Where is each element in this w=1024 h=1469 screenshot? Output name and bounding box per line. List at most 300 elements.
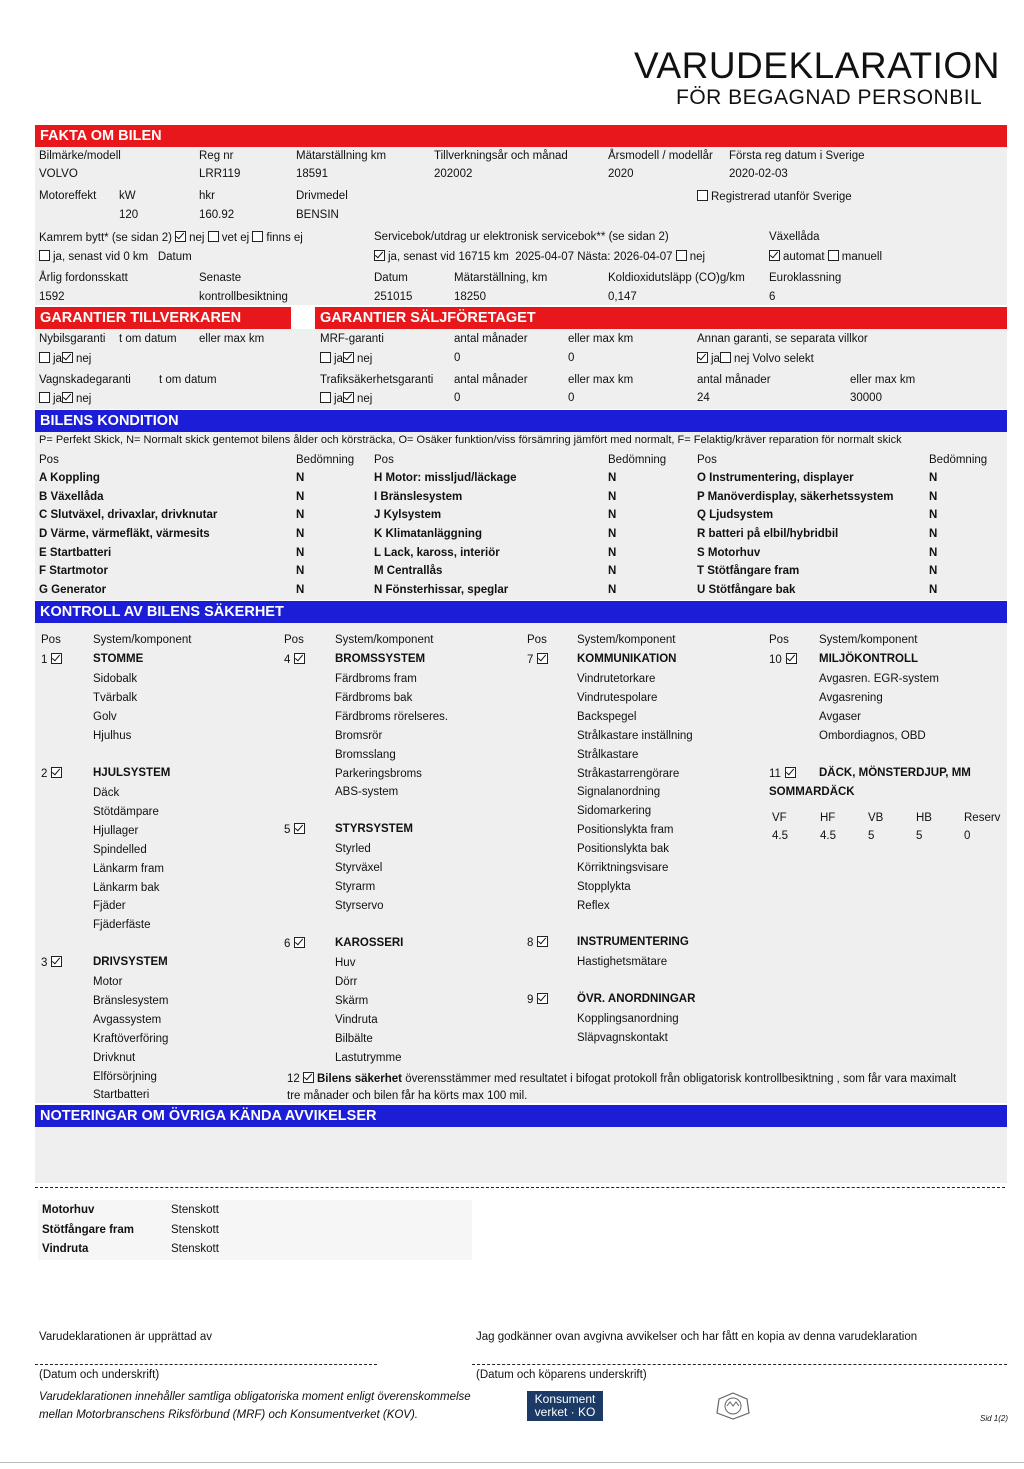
checkbox-icon[interactable] (39, 250, 50, 261)
safety-item: Fjäder (93, 900, 126, 913)
nej-label: nej (75, 393, 92, 405)
datum-kopare-label: (Datum och köparens underskrift) (476, 1369, 647, 1381)
safety-group-pos (41, 956, 65, 969)
kw-label: kW (119, 190, 136, 202)
checkbox-icon[interactable] (39, 392, 50, 403)
nybil-max-label: eller max km (199, 333, 265, 345)
tire-depth: 4.5 (772, 830, 788, 842)
document-title: VARUDEKLARATION (634, 45, 1000, 86)
tire-position: VB (868, 812, 884, 824)
co-label: Koldioxidutsläpp (CO)g/km (608, 272, 745, 284)
vagn-janej (39, 392, 91, 405)
safety-group-title: HJULSYSTEM (93, 767, 171, 779)
kamrem-ja: ja, senast vid 0 km (53, 251, 149, 263)
safety-item: Styrväxel (335, 861, 383, 874)
pos-number: 10 (769, 654, 782, 666)
service-nasta: Nästa: 2026-04-07 (577, 251, 673, 263)
kondition-rating: N (608, 509, 617, 521)
kondition-item: O Instrumentering, displayer (697, 472, 854, 484)
skatt-label: Årlig fordonsskatt (39, 272, 128, 284)
kondition-item: G Generator (39, 584, 107, 596)
kond-pos-label-1: Pos (39, 454, 59, 466)
kamrem-ja-row (39, 250, 192, 263)
safety-group-title: INSTRUMENTERING (577, 936, 689, 948)
safety-group-pos (41, 767, 65, 780)
tire-depth: 5 (868, 830, 875, 842)
safety-item: Tvärbalk (93, 691, 138, 704)
kondition-rating: N (608, 565, 617, 577)
kondition-item: M Centrallås (374, 565, 443, 577)
vaxellada-automat: automat (783, 251, 825, 263)
checked-icon[interactable] (62, 392, 73, 403)
kondition-item: K Klimatanläggning (374, 528, 482, 540)
checkbox-icon[interactable] (252, 231, 263, 242)
safety-item: Sidomarkering (577, 805, 652, 818)
kondition-rating: N (296, 547, 305, 559)
pos-number: 5 (284, 824, 291, 836)
vagn-label: Vagnskadegaranti (39, 374, 131, 386)
safety-item: Elförsörjning (93, 1070, 157, 1083)
safety-item: Sidobalk (93, 673, 138, 685)
kondition-rating: N (929, 528, 938, 540)
kondition-item: L Lack, kaross, interiör (374, 547, 500, 559)
safety-item: Avgassystem (93, 1013, 162, 1026)
checked-icon[interactable] (294, 937, 305, 948)
pos-label: Pos (41, 634, 61, 646)
safety-item: Släpvagnskontakt (577, 1031, 668, 1044)
kamrem-datum: Datum (157, 251, 192, 263)
annan-max-label: eller max km (850, 374, 916, 386)
checked-icon[interactable] (51, 767, 62, 778)
kondition-item: D Värme, värmefläkt, värmesits (39, 528, 210, 540)
tire-season: SOMMARDÄCK (769, 786, 855, 798)
pos-label: Pos (284, 634, 304, 646)
safety-item: Motor (93, 976, 123, 988)
matar2-label: Mätarställning, km (454, 272, 548, 284)
motoreffekt-label: Motoreffekt (39, 190, 97, 202)
kond-pos-label-3: Pos (697, 454, 717, 466)
forsta-value: 2020-02-03 (729, 168, 788, 180)
section-header-fakta: FAKTA OM BILEN (35, 125, 1007, 147)
nybil-janej (39, 352, 91, 365)
bilmarke-value: VOLVO (39, 168, 78, 180)
kondition-rating: N (929, 584, 938, 596)
trafik-antal: 0 (454, 392, 461, 404)
page-number: Sid 1(2) (980, 1414, 1009, 1423)
checkbox-icon[interactable] (39, 352, 50, 363)
trafik-max: 0 (568, 392, 575, 404)
document-subtitle: FÖR BEGAGNAD PERSONBIL (676, 86, 983, 109)
annan-label: Annan garanti, se separata villkor (697, 333, 868, 345)
safety-item: Hjulhus (93, 729, 132, 742)
checked-icon[interactable] (374, 250, 385, 261)
checkbox-icon[interactable] (676, 250, 687, 261)
annan-max: 30000 (850, 392, 882, 404)
checkbox-icon[interactable] (720, 352, 731, 363)
datum-label: Datum (374, 272, 408, 284)
safety-item: Däck (93, 787, 120, 799)
mrf-janej (320, 352, 372, 365)
arsmodell-value: 2020 (608, 168, 634, 180)
g12-text: överensstämmer med resultatet i bifogat protokoll från obligatorisk kontrollbesiktning , som får vara maximalt (405, 1073, 957, 1085)
section-header-kondition: BILENS KONDITION (35, 410, 1007, 432)
checked-icon[interactable] (786, 653, 797, 664)
kond-bed-label-2: Bedömning (608, 454, 667, 466)
kondition-item: U Stötfångare bak (697, 584, 796, 596)
safety-item: Fjäderfäste (93, 919, 151, 932)
arsmodell-label: Årsmodell / modellår (608, 150, 713, 162)
kondition-rating: N (929, 547, 938, 559)
mrf-max: 0 (568, 352, 575, 364)
tire-position: Reserv (964, 812, 1001, 824)
kov-line-2: verket · KO (534, 1405, 596, 1419)
safety-item: ABS-system (335, 786, 399, 799)
kondition-item: B Växellåda (39, 491, 104, 503)
datum-value: 251015 (374, 291, 413, 303)
vaxellada-row (769, 250, 882, 263)
kondition-item: Q Ljudsystem (697, 509, 774, 521)
kw-value: 120 (119, 209, 139, 221)
tire-depth: 0 (964, 830, 971, 842)
checked-icon[interactable] (537, 653, 548, 664)
safety-group-pos (41, 653, 65, 666)
safety-item: Lastutrymme (335, 1051, 402, 1064)
safety-group-title: MILJÖKONTROLL (819, 653, 919, 665)
nej-label: nej (356, 393, 373, 405)
konsumentverket-logo (527, 1391, 603, 1421)
forsta-label: Första reg datum i Sverige (729, 150, 865, 162)
pos-number: 8 (527, 937, 534, 949)
checked-icon[interactable] (697, 352, 708, 363)
safety-item: Körriktningsvisare (577, 862, 669, 874)
pos-number: 3 (41, 957, 48, 969)
kondition-rating: N (296, 491, 305, 503)
nybil-tom-label: t om datum (119, 333, 177, 345)
tire-depth: 5 (916, 830, 923, 842)
kondition-item: H Motor: missljud/läckage (374, 472, 517, 484)
notering-issue: Stenskott (171, 1204, 219, 1216)
checked-icon[interactable] (51, 653, 62, 664)
regnr-label: Reg nr (199, 150, 234, 162)
kondition-item: P Manöverdisplay, säkerhetssystem (697, 491, 894, 503)
safety-group-pos (527, 993, 551, 1006)
safety-item: Parkeringsbroms (335, 767, 422, 780)
godkanner-label: Jag godkänner ovan avgivna avvikelser och har fått en kopia av denna varudeklaration (476, 1331, 918, 1343)
datum-under-label: (Datum och underskrift) (39, 1369, 160, 1381)
tire-position: HF (820, 812, 836, 824)
signature-line-seller[interactable] (35, 1364, 377, 1365)
checked-icon[interactable] (303, 1072, 314, 1083)
checkbox-icon[interactable] (828, 250, 839, 261)
safety-item: Avgasrening (819, 691, 883, 704)
safety-item: Strålkastare (577, 748, 639, 761)
safety-item: Kopplingsanordning (577, 1013, 679, 1025)
euro-label: Euroklassning (769, 272, 842, 284)
pos-number: 6 (284, 938, 291, 950)
checked-icon[interactable] (62, 352, 73, 363)
system-label: System/komponent (819, 634, 918, 646)
kondition-item: E Startbatteri (39, 547, 112, 559)
footer-note-2: mellan Motorbranschens Riksförbund (MRF) och Konsumentverket (KOV). (39, 1409, 419, 1421)
co-value: 0,147 (608, 291, 637, 303)
safety-group-title: BROMSSYSTEM (335, 653, 426, 665)
safety-group-title: DÄCK, MÖNSTERDJUP, MM (819, 767, 971, 779)
kondition-item: C Slutväxel, drivaxlar, drivknutar (39, 509, 218, 521)
kamrem-vet: vet ej (221, 232, 250, 244)
safety-item: Styrservo (335, 899, 384, 912)
checked-icon[interactable] (51, 956, 62, 967)
safety-group-pos (284, 823, 308, 836)
kondition-item: I Bränslesystem (374, 491, 463, 503)
section-header-garantier-saljforetaget: GARANTIER SÄLJFÖRETAGET (315, 307, 1007, 329)
checked-icon[interactable] (294, 823, 305, 834)
safety-item: Startbatteri (93, 1089, 150, 1102)
ja-label: ja (334, 393, 343, 405)
matar-label: Mätarställning km (296, 150, 387, 162)
checkbox-icon[interactable] (320, 352, 331, 363)
pos-label: Pos (527, 634, 547, 646)
kondition-item: A Koppling (39, 472, 100, 484)
checked-icon[interactable] (537, 993, 548, 1004)
pos-number: 4 (284, 654, 291, 666)
annan-text: nej Volvo selekt (733, 353, 814, 365)
kond-bed-label-1: Bedömning (296, 454, 355, 466)
pos-number: 9 (527, 994, 534, 1006)
ja-label: ja (334, 353, 343, 365)
kondition-rating: N (608, 584, 617, 596)
kond-bed-label-3: Bedömning (929, 454, 988, 466)
pos-number: 7 (527, 654, 534, 666)
annan-janej (697, 352, 814, 365)
checkbox-icon[interactable] (697, 190, 708, 201)
nybil-label: Nybilsgaranti (39, 333, 106, 345)
kamrem-row (39, 231, 303, 244)
matar-value: 18591 (296, 168, 328, 180)
trafik-antal-label: antal månader (454, 374, 528, 386)
safety-group-title: KOMMUNIKATION (577, 653, 677, 665)
upprattad-label: Varudeklarationen är upprättad av (39, 1331, 213, 1343)
matar2-value: 18250 (454, 291, 486, 303)
mrf-label: MRF-garanti (320, 333, 384, 345)
safety-item: Positionslykta fram (577, 824, 674, 837)
pos-number: 11 (769, 768, 781, 780)
safety-item: Stopplykta (577, 880, 631, 893)
safety-item: Positionslykta bak (577, 843, 670, 856)
safety-item: Hastighetsmätare (577, 956, 668, 968)
safety-group-pos (769, 767, 799, 780)
checked-icon[interactable] (294, 653, 305, 664)
pos-number: 12 (287, 1073, 300, 1085)
regnr-value: LRR119 (199, 168, 241, 180)
signature-line-buyer[interactable] (472, 1364, 1007, 1365)
kondition-item: F Startmotor (39, 565, 108, 577)
kov-line-1: Konsument (534, 1392, 596, 1406)
kamrem-nej: nej (189, 232, 205, 244)
mrf-seal-icon (716, 1392, 750, 1420)
checkbox-icon[interactable] (208, 231, 219, 242)
tire-position: HB (916, 812, 932, 824)
mrf-max-label: eller max km (568, 333, 634, 345)
safety-group-pos (527, 936, 551, 949)
safety-item: Ombordiagnos, OBD (819, 729, 926, 742)
safety-item: Vindrutetorkare (577, 673, 656, 685)
section-header-garantier-tillverkaren: GARANTIER TILLVERKAREN (35, 307, 291, 329)
checked-icon[interactable] (343, 392, 354, 403)
notering-issue: Stenskott (171, 1243, 219, 1255)
kondition-rating: N (929, 565, 938, 577)
tire-position: VF (772, 812, 787, 824)
drivmedel-value: BENSIN (296, 209, 339, 221)
nej-label: nej (356, 353, 373, 365)
pos-label: Pos (769, 634, 789, 646)
g12-bold: Bilens säkerhet (317, 1073, 403, 1085)
safety-item: Signalanordning (577, 786, 661, 799)
checkbox-icon[interactable] (320, 392, 331, 403)
kondition-item: J Kylsystem (374, 509, 442, 521)
kondition-rating: N (608, 491, 617, 503)
safety-item: Färdbroms bak (335, 691, 413, 704)
kondition-rating: N (929, 491, 938, 503)
notering-part: Vindruta (42, 1243, 89, 1255)
safety-item: Vindrutespolare (577, 691, 658, 704)
vaxellada-label: Växellåda (769, 231, 820, 243)
safety-item: Länkarm bak (93, 881, 160, 894)
safety-item: Länkarm fram (93, 862, 164, 875)
kondition-rating: N (608, 547, 617, 559)
safety-group-pos (284, 937, 308, 950)
kondition-legend: P= Perfekt Skick, N= Normalt skick gentemot bilens ålder och körsträcka, O= Osäker funktion/viss försämring jämfört med normalt, F= Felaktig/kräver reparation för normalt skick (39, 434, 902, 446)
annan-antal: 24 (697, 392, 710, 404)
kondition-item: R batteri på elbil/hybridbil (697, 528, 839, 540)
senaste-label2: kontrollbesiktning (199, 291, 288, 303)
safety-group-pos (527, 653, 551, 666)
noteringar-panel (35, 1127, 1007, 1183)
safety-item: Bränslesystem (93, 994, 169, 1007)
safety-item: Avgasren. EGR-system (819, 673, 939, 685)
safety-item: Vindruta (335, 1013, 378, 1026)
checked-icon[interactable] (343, 352, 354, 363)
section-header-sakerhet: KONTROLL AV BILENS SÄKERHET (35, 601, 1007, 623)
kondition-rating: N (296, 565, 305, 577)
safety-item: Spindelled (93, 843, 147, 856)
safety-group-title: STYRSYSTEM (335, 823, 413, 835)
safety-item: Huv (335, 957, 356, 969)
service-label: Servicebok/utdrag ur elektronisk servicebok** (se sidan 2) (374, 231, 669, 243)
kondition-rating: N (608, 528, 617, 540)
trafik-label: Trafiksäkerhetsgaranti (320, 374, 434, 386)
safety-item: Hjullager (93, 824, 139, 837)
mrf-antal: 0 (454, 352, 461, 364)
checked-icon[interactable] (769, 250, 780, 261)
safety-item: Dörr (335, 975, 358, 988)
checked-icon[interactable] (537, 936, 548, 947)
safety-item: Reflex (577, 899, 610, 912)
kamrem-finns: finns ej (266, 232, 303, 244)
tire-depth: 4.5 (820, 830, 836, 842)
divider (35, 1187, 1005, 1188)
kamrem-label: Kamrem bytt* (se sidan 2) (39, 232, 172, 244)
safety-item: Bromsslang (335, 748, 396, 761)
safety-group-title: ÖVR. ANORDNINGAR (577, 993, 696, 1005)
kondition-rating: N (929, 509, 938, 521)
tillv-value: 202002 (434, 168, 473, 180)
safety-group-pos (284, 653, 308, 666)
notering-part: Motorhuv (42, 1204, 95, 1216)
vagn-tom-label: t om datum (159, 374, 217, 386)
vaxellada-manuell: manuell (841, 251, 883, 263)
kondition-rating: N (296, 528, 305, 540)
kond-pos-label-2: Pos (374, 454, 394, 466)
ja-label: ja (53, 353, 62, 365)
kondition-item: T Stötfångare fram (697, 565, 800, 577)
safety-item: Backspegel (577, 710, 637, 723)
drivmedel-label: Drivmedel (296, 190, 348, 202)
kondition-rating: N (296, 584, 305, 596)
mrf-antal-label: antal månader (454, 333, 528, 345)
section-header-noteringar: NOTERINGAR OM ÖVRIGA KÄNDA AVVIKELSER (35, 1105, 1007, 1127)
bilmarke-label: Bilmärke/modell (39, 150, 121, 162)
g12-text2: tre månader och bilen får ha körts max 100 mil. (287, 1090, 528, 1102)
kondition-item: S Motorhuv (697, 547, 761, 559)
ja-label: ja (53, 393, 62, 405)
service-row (374, 250, 705, 263)
tillv-label: Tillverkningsår och månad (434, 150, 568, 162)
service-datum: 2025-04-07 (515, 251, 575, 263)
service-ja: ja, senast vid 16715 km (388, 251, 509, 263)
safety-item: Styrarm (335, 880, 376, 893)
safety-group-title: KAROSSERI (335, 937, 404, 949)
notering-issue: Stenskott (171, 1223, 219, 1236)
trafik-max-label: eller max km (568, 374, 634, 386)
trafik-janej (320, 392, 372, 405)
safety-item: Färdbroms rörelseres. (335, 710, 449, 723)
safety-item: Bilbälte (335, 1032, 373, 1045)
annan-antal-label: antal månader (697, 374, 771, 386)
safety-item: Färdbroms fram (335, 673, 417, 685)
kondition-rating: N (929, 472, 938, 484)
checked-icon[interactable] (785, 767, 796, 778)
kondition-rating: N (296, 472, 305, 484)
safety-item: Stråkastarrengörare (577, 767, 680, 780)
service-nej: nej (689, 251, 706, 263)
system-label: System/komponent (335, 634, 434, 646)
ja-label: ja (711, 353, 720, 365)
safety-item: Styrled (335, 843, 371, 855)
sakerhet-12-row (287, 1072, 956, 1085)
page-bottom-border (0, 1462, 1024, 1463)
kondition-rating: N (608, 472, 617, 484)
footer-note-1: Varudeklarationen innehåller samtliga obligatoriska moment enligt överenskommelse (39, 1391, 471, 1403)
registrerad-label: Registrerad utanför Sverige (711, 191, 852, 203)
safety-group-title: STOMME (93, 653, 144, 665)
hkr-label: hkr (199, 190, 215, 202)
safety-item: Avgaser (819, 710, 861, 723)
checked-icon[interactable] (175, 231, 186, 242)
safety-item: Stötdämpare (93, 805, 159, 818)
hkr-value: 160.92 (199, 209, 235, 221)
system-label: System/komponent (577, 634, 676, 646)
safety-item: Strålkastare inställning (577, 729, 693, 742)
safety-group-title: DRIVSYSTEM (93, 956, 168, 968)
safety-item: Golv (93, 710, 117, 723)
notering-part: Stötfångare fram (42, 1223, 135, 1236)
safety-group-pos (769, 653, 800, 666)
euro-value: 6 (769, 291, 776, 303)
safety-item: Skärm (335, 994, 369, 1007)
senaste-label: Senaste (199, 272, 242, 284)
system-label: System/komponent (93, 634, 192, 646)
kondition-item: N Fönsterhissar, speglar (374, 584, 509, 596)
